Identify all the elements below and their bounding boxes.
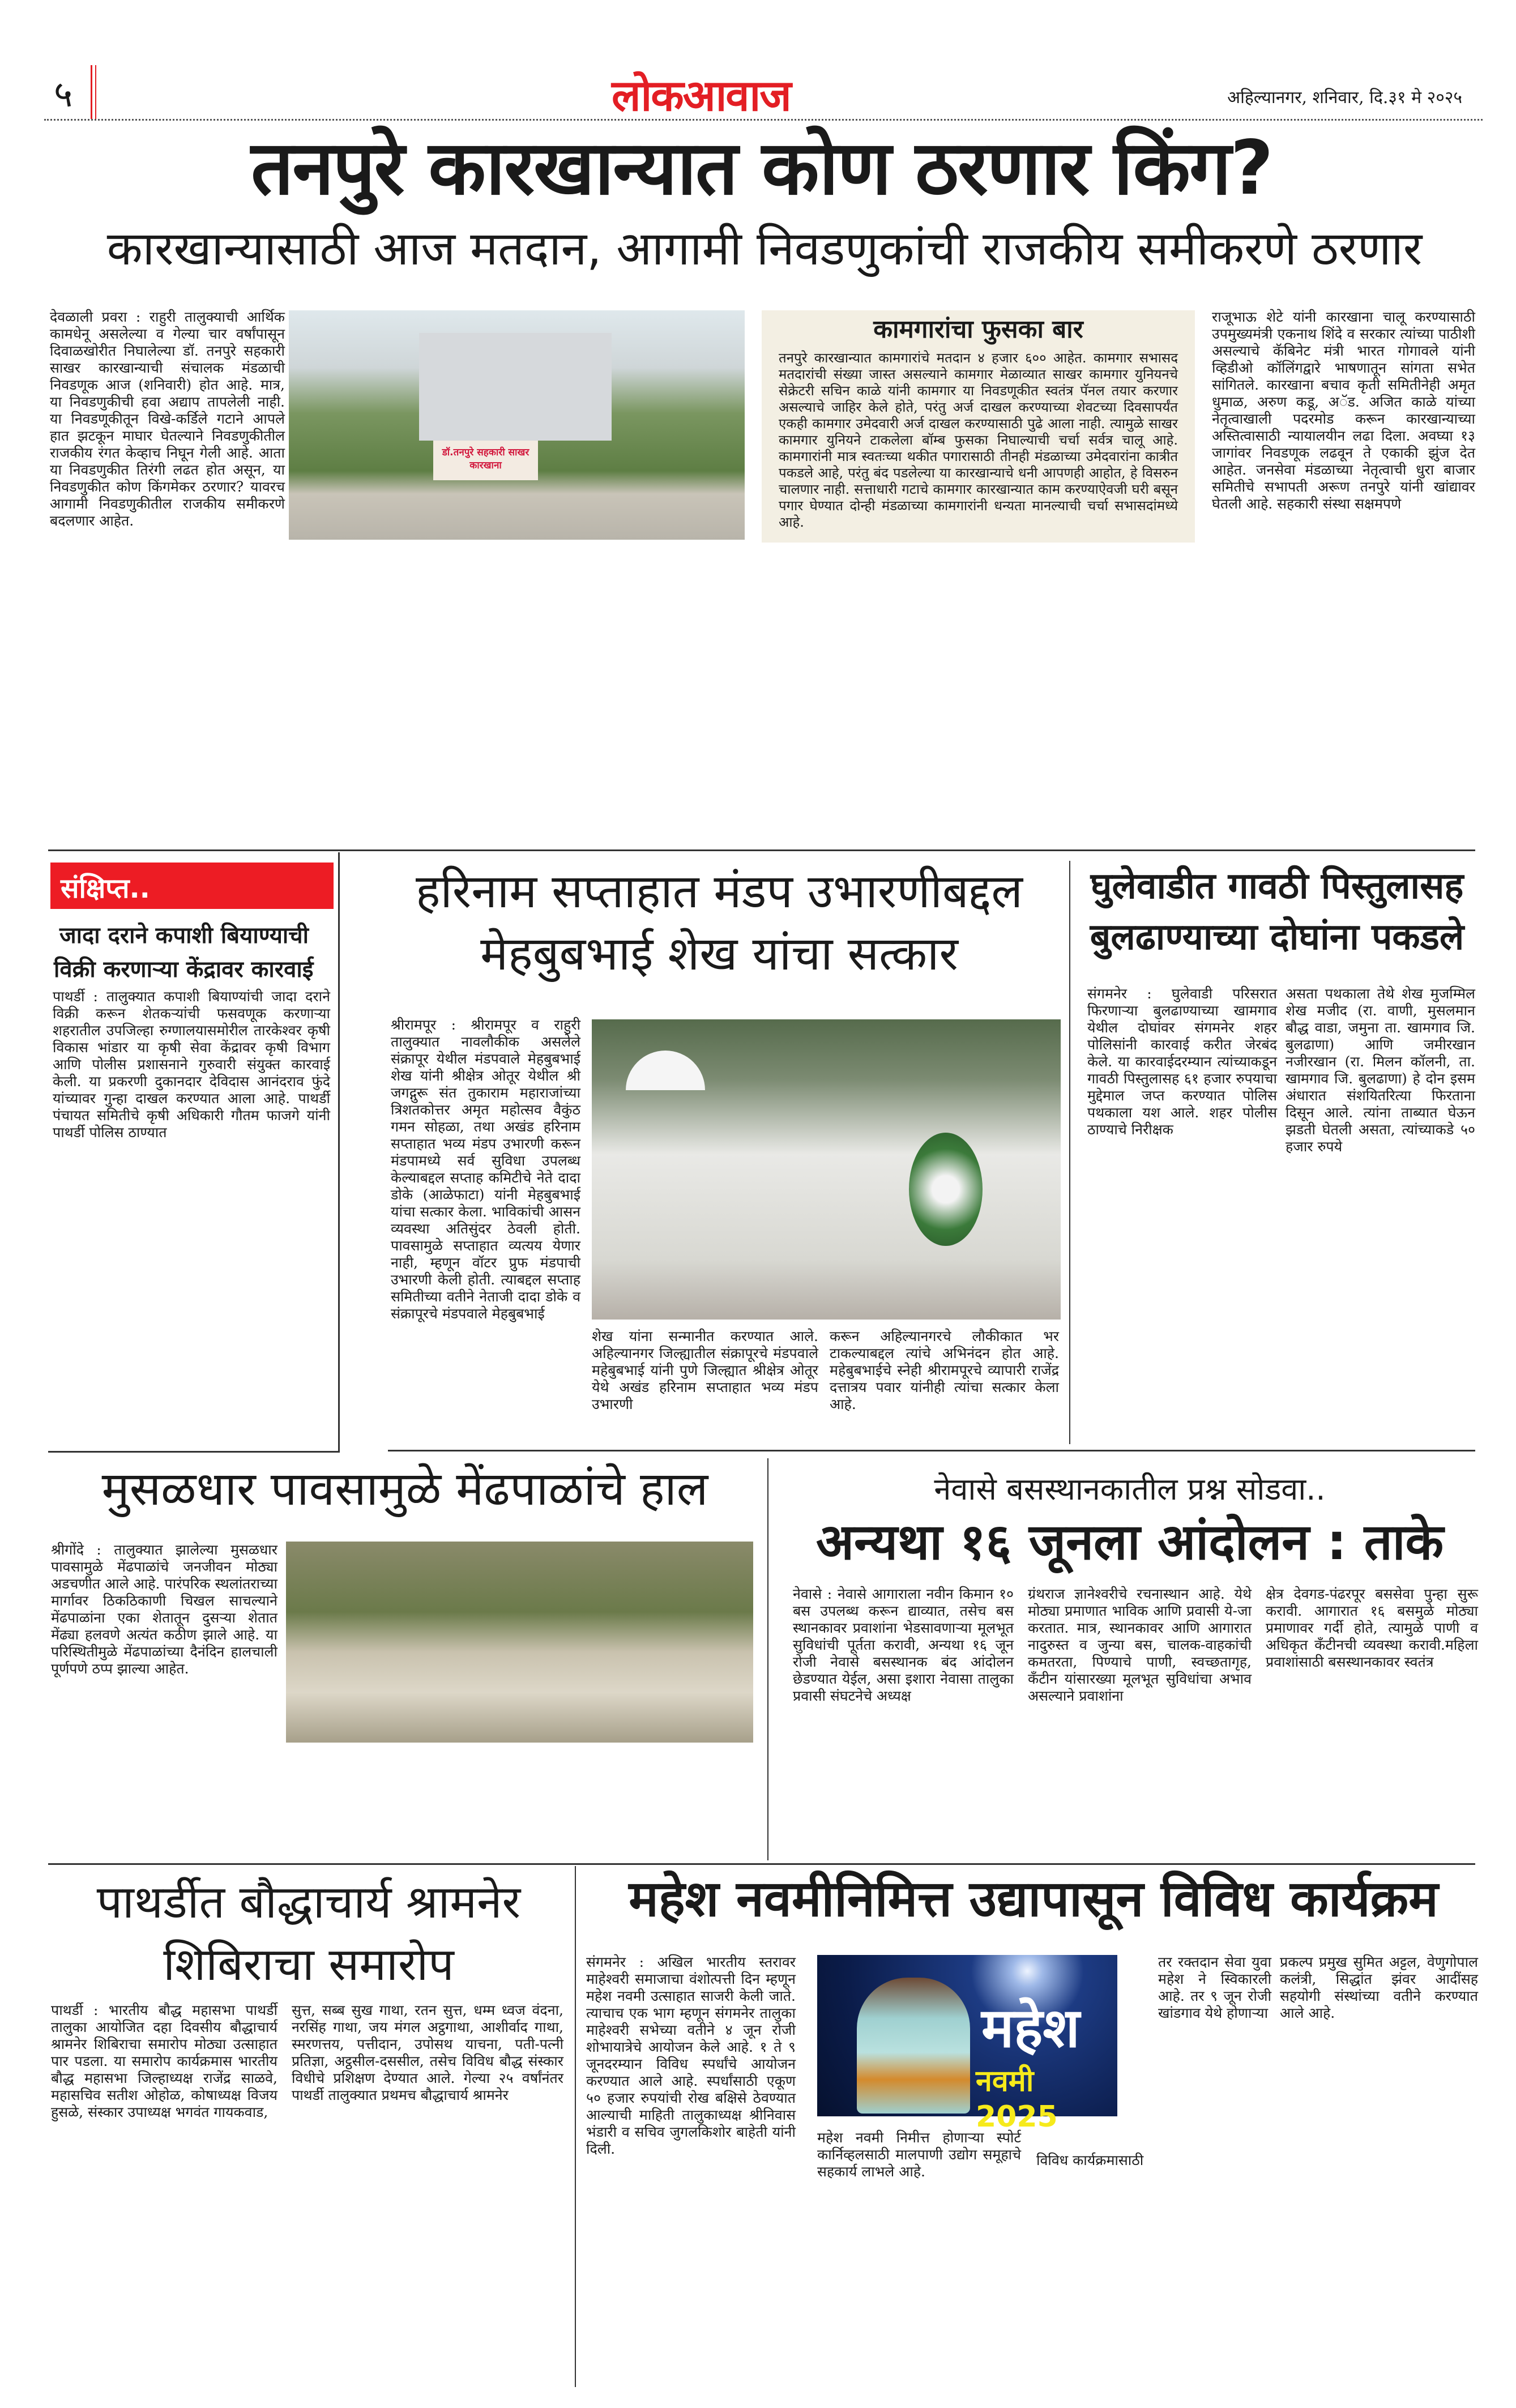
brief-headline-line2: विक्री करणाऱ्या केंद्रावर कारवाई bbox=[54, 957, 314, 983]
sugar-factory-photo bbox=[289, 310, 745, 540]
mahesh-column-4: तर रक्तदान सेवा युवा महेश ने स्विकारली आहे. तर ९ जून रोजी खांडगाव येथे होणाऱ्या bbox=[1158, 1954, 1271, 2021]
workers-box-title: कामगारांचा फुसका बार bbox=[873, 315, 1083, 344]
nevase-column-1: नेवासे : नेवासे आगाराला नवीन किमान १० बस उपलब्ध करून द्याव्यात, तसेच बस स्थानकावर प्रवाशांना भेडसावणाऱ्या मूलभूत सुविधांची पूर्तता करावी, अन्यथा १६ जून रोजी नेवासे बसस्थानक बंद आंदोलन छेडण्यात येईल, असा इशारा नेवासा तालुका प्रवासी संघटनेचे अध्यक्ष bbox=[793, 1586, 1014, 1704]
mahesh-navami-image bbox=[817, 1955, 1117, 2134]
mahesh-column-5: प्रकल्प प्रमुख सुमित अट्टल, वेणुगोपाल कलंत्री, सिद्धांत झंवर आदींसह सहयोगी संस्थांच्या वतीने करण्यात आले आहे. bbox=[1280, 1954, 1478, 2021]
dhulewadi-column-1: संगमनेर : घुलेवाडी परिसरात फिरणाऱ्या बुलढाण्याच्या खामगाव येथील दोघांवर संगमनेर शहर पोलिसांनी कारवाई करीत जेरबंद केले. या कारवाईदरम्यान त्यांच्याकडून गावठी पिस्तुलासह ६१ हजार रुपयाचा मुद्देमाल जप्त करण्यात पोलिस पथकाला यश आले. शहर पोलीस ठाण्याचे निरीक्षक bbox=[1087, 985, 1277, 1138]
mahesh-column-3: विविध कार्यक्रमासाठी bbox=[1036, 2152, 1144, 2168]
person-cap bbox=[626, 1051, 705, 1090]
page-number-divider bbox=[91, 65, 92, 119]
brief-label bbox=[50, 863, 334, 909]
page-number-divider-2 bbox=[95, 65, 96, 119]
workers-box-text: तनपुरे कारखान्यात कामगारांचे मतदान ४ हजार ६०० आहेत. कामगार सभासद मतदारांची संख्या जास्त असल्याने कामगार मेळाव्यात साखर कामगार युनियनचे सेक्रेटरी सचिन काळे यांनी कामगार या निवडणूकीत स्वतंत्र पॅनल तयार करणार असल्याचे जाहिर केले होते, परंतु अर्ज दाखल करण्याच्या शेवटच्या दिवसापर्यंत एकही कामगार उमेदवारी अर्ज दाखल करण्यासाठी पुढे आला नाही. त्यामुळे साखर कामगार युनियने टाकलेला बॉम्ब फुसका निघाल्याची चर्चा सर्वत्र चालू आहे. कामगारांनी मात्र स्वतःच्या थकीत पगारासाठी तीनही मंडळाच्या उमेदवारांना कात्रीत पकडले आहे, परंतु बंद पडलेल्या या कारखान्याचे धनी आपणही आहोत, हे विसरुन चालणार नाही. सत्ताधारी गटाचे कामगार कारखान्यात काम करण्याऐवजी घरी बसून पगार घेण्यात दोन्ही मंडळाच्या कामगारांनी धन्यता मानल्याची चर्चा सभासदांमध्ये आहे. bbox=[779, 350, 1178, 530]
mahesh-headline: महेश नवमीनिमित्त उद्यापासून विविध कार्यक्रम bbox=[629, 1869, 1438, 1928]
newspaper-logo: लोकआवाज bbox=[612, 70, 791, 121]
musaldhar-headline: मुसळधार पावसामुळे मेंढपाळांचे हाल bbox=[101, 1462, 708, 1516]
pathardi-column-1: पाथर्डी : भारतीय बौद्ध महासभा पाथर्डी तालुका आयोजित दहा दिवसीय बौद्धाचार्य श्रामनेर शिबिराचा समारोप मोठ्या उत्साहात पार पडला. या समारोप कार्यक्रमास भारतीय बौद्ध महासभा जिल्हाध्यक्ष राजेंद्र साळवे, महासचिव सतीश ओहोळ, कोषाध्यक्ष विजय हुसळे, संस्कार उपाध्यक्ष भगवंत गायकवाड, bbox=[51, 2002, 277, 2120]
column-divider-pathardi bbox=[575, 1866, 576, 2387]
brief-box bbox=[48, 852, 340, 1453]
pathardi-column-2: सुत्त, सब्ब सुख गाथा, रतन सुत्त, धम्म ध्वज वंदना, नरसिंह गाथा, जय मंगल अट्ठगाथा, आशीर्वाद गाथा, स्मरणत्तय, पत्तीदान, उपोसथ याचना, पती-पत्नी प्रतिज्ञा, अट्ठसील-दससील, तसेच विविध बौद्ध संस्कार विधीचे प्रशिक्षण देण्यात आले. गेल्या २५ वर्षांनंतर पाथर्डी तालुक्यात प्रथमच बौद्धाचार्य श्रामनेर bbox=[292, 2002, 563, 2103]
masthead-rule bbox=[44, 119, 1483, 121]
factory-sign: डॉ.तनपुरे सहकारी साखर कारखाना bbox=[433, 441, 538, 480]
pathardi-headline-line1: पाथर्डीत बौद्धाचार्य श्रामनेर bbox=[96, 1876, 521, 1928]
harinam-headline-line1: हरिनाम सप्ताहात मंडप उभारणीबद्दल bbox=[416, 865, 1023, 919]
brief-text: पाथर्डी : तालुक्यात कपाशी बियाण्यांची जादा दराने विक्री करून शेतकऱ्यांची फसवणूक करणाऱ्या शहरातील उपजिल्हा रुग्णालयासमोरील तारकेश्वर कृषी विकास भांडार या कृषी सेवा केंद्रावर कृषी विभाग आणि पोलीस प्रशासनाने गुरुवारी संयुक्त कारवाई केली. या प्रकरणी दुकानदार देविदास आनंदराव फुंदे यांच्यावर गुन्हा दाखल करण्यात आला आहे. पाथर्डी पंचायत समितीचे कृषी अधिकारी गौतम फाजगे यांनी पाथर्डी पोलिस ठाण्यात bbox=[53, 988, 330, 1141]
dhulewadi-headline-line2: बुलढाण्याच्या दोघांना पकडले bbox=[1090, 916, 1464, 958]
harinam-column-3: करून अहिल्यानगरचे लौकीकात भर टाकल्याबद्दल त्यांचे अभिनंदन होत आहे. महेबुबभाईचे स्नेही श्रीरामपूरचे व्यापारी राजेंद्र दत्तात्रय पवार यांनीही त्यांचा सत्कार केला आहे. bbox=[830, 1328, 1059, 1412]
mahesh-image-subtitle: नवमी 2025 bbox=[976, 2064, 1058, 2134]
section-divider-2 bbox=[388, 1450, 1475, 1451]
bouquet bbox=[909, 1133, 983, 1246]
mahesh-image-title: महेश bbox=[981, 1996, 1080, 2060]
lead-column-right: राजूभाऊ शेटे यांनी कारखाना चालू करण्यासाठी उपमुख्यमंत्री एकनाथ शिंदे व सरकार त्यांच्या पाठीशी असल्याचे कॅबिनेट मंत्री भारत गोगावले यांनी व्हिडीओ कॉलिंगद्वारे भाषणातून सांगता सभेत सांगितले. कारखाना बचाव कृती समितीनेही अमृत धुमाळ, अरुण कडू, अॅड. अजित काळे यांच्या नेतृत्वाखाली पदरमोड करून कारखान्याच्या अस्तित्वासाठी न्यायालयीन लढा दिला. अवघ्या १३ जागांवर निवडणूक लढवून ते एकाकी झुंज देत आहेत. जनसेवा मंडळाच्या नेतृत्वाची धुरा बाजार समितीचे सभापती अरूण तनपुरे यांनी खांद्यावर घेतली आहे. सहकारी संस्था सक्षमपणे bbox=[1212, 309, 1475, 512]
harinam-column-1: श्रीरामपूर : श्रीरामपूर व राहुरी तालुक्यात नावलौकीक असलेले संक्रापूर येथील मंडपवाले मेहबुबभाई शेख यांनी श्रीक्षेत्र ओतूर येथील श्री जगद्गुरू संत तुकाराम महाराजांच्या त्रिशतकोत्तर अमृत महोत्सव वैकुंठ गमन सोहळा, तथा अखंड हरिनाम सप्ताहात भव्य मंडप उभारणी करून मंडपामध्ये सर्व सुविधा उपलब्ध केल्याबद्दल सप्ताह कमिटीचे नेते दादा डोके (आळेफाटा) यांनी मेहबुबभाई यांचा सत्कार केला. भाविकांची आसन व्यवस्था अतिसुंदर ठेवली होती. पावसामुळे सप्ताहात व्यत्यय येणार नाही, म्हणून वॉटर प्रुफ मंडपाची उभारणी केली होती. त्याबद्दल सप्ताह समितीच्या वतीने नेताजी दादा डोके व संक्रापूरचे मंडपवाले मेहबुबभाई bbox=[391, 1017, 580, 1322]
felicitation-photo bbox=[592, 1019, 1061, 1320]
section-divider-3 bbox=[48, 1863, 1475, 1865]
brief-headline-line1: जादा दराने कपाशी बियाण्याची bbox=[59, 923, 309, 949]
column-divider-harinam bbox=[1069, 861, 1070, 1444]
dhulewadi-headline-line1: घुलेवाडीत गावठी पिस्तुलासह bbox=[1090, 865, 1464, 907]
section-divider-1 bbox=[48, 849, 1475, 851]
lead-column-1: देवळाली प्रवरा : राहुरी तालुक्याची आर्थिक कामधेनू असलेल्या व गेल्या चार वर्षांपासून दिवाळखोरीत निघालेल्या डॉ. तनपुरे सहकारी साखर कारखान्याची संचालक मंडळाची निवडणूक आज (शनिवारी) होत आहे. मात्र, या निवडणुकीची हवा अद्याप तापलेली नाही. या निवडणूकीतून विखे-कर्डिले गटाने आपले हात झटकून माघार घेतल्याने निवडणुकीतील राजकीय रंगत केव्हाच निघून गेली आहे. आता या निवडणुकीत तिरंगी लढत होत असून, या निवडणुकीत कोण किंगमेकर ठरणार? यावरच आगामी निवडणुकीतील राजकीय समीकरणे बदलणार आहेत. bbox=[50, 309, 285, 529]
dhulewadi-column-2: असता पथकाला तेथे शेख मुजम्मिल शेख मजीद (रा. वाणी, मुसलमान बौद्ध वाडा, जमुना ता. खामगाव जि. बुलढाणा) आणि जमीरखान नजीरखान (रा. मिलन कॉलनी, ता. खामगाव जि. बुलढाणा) हे दोन इसम अंधारात संशयितरित्या फिरताना दिसून आले. त्यांना ताब्यात घेऊन झडती घेतली असता, त्यांच्याकडे ५० हजार रुपये bbox=[1286, 985, 1475, 1155]
lead-headline: तनपुरे कारखान्यात कोण ठरणार किंग? bbox=[251, 125, 1272, 212]
harinam-headline-line2: मेहबुबभाई शेख यांचा सत्कार bbox=[480, 927, 958, 981]
nevase-column-3: क्षेत्र देवगड-पंढरपूर बससेवा पुन्हा सुरू करावी. आगारात १६ बसमुळे मोठ्या प्रमाणावर गर्दी होते, त्यामुळे पाणी व अधिकृत कॅंटीनची व्यवस्था करावी.महिला प्रवाशांसाठी बसस्थानकावर स्वतंत्र bbox=[1266, 1586, 1478, 1670]
musaldhar-column-1: श्रीगोंदे : तालुक्यात झालेल्या मुसळधार पावसामुळे मेंढपाळांचे जनजीवन मोठ्या अडचणीत आले आहे. पारंपरिक स्थलांतराच्या मार्गावर ठिकठिकाणी चिखल साचल्याने मेंढपाळांना एका शेतातून दुसऱ्या शेतात मेंढ्या हलवणे अत्यंत कठीण झाले आहे. या परिस्थितीमुळे मेंढपाळांच्या दैनंदिन हालचाली पूर्णपणे ठप्प झाल्या आहेत. bbox=[51, 1542, 277, 1677]
workers-box bbox=[762, 310, 1195, 543]
harinam-column-2: शेख यांना सन्मानीत करण्यात आले. अहिल्यानगर जिल्ह्यातील संक्रापूरचे मंडपवाले महेबुबभाई यांनी पुणे जिल्ह्यात श्रीक्षेत्र ओतूर येथे अखंड हरिनाम सप्ताहात भव्य मंडप उभारणी bbox=[592, 1328, 818, 1412]
dateline: अहिल्यानगर, शनिवार, दि.३१ मे २०२५ bbox=[1227, 88, 1462, 108]
nevase-column-2: ग्रंथराज ज्ञानेश्वरीचे रचनास्थान आहे. येथे मोठ्या प्रमाणात भाविक आणि प्रवासी ये-जा करतात. मात्र, स्थानकावर आणि आगारात नादुरुस्त व जुन्या बस, चालक-वाहकांची कमतरता, पिण्याचे पाणी, स्वच्छतागृह, कॅंटीन यांसारख्या मूलभूत सुविधांचा अभाव असल्याने प्रवाशांना bbox=[1028, 1586, 1252, 1704]
pathardi-headline-line2: शिबिराचा समारोप bbox=[163, 1938, 454, 1991]
brief-label-text: संक्षिप्त.. bbox=[61, 873, 150, 904]
nevase-headline: अन्यथा १६ जूनला आंदोलन : ताके bbox=[815, 1513, 1444, 1571]
lead-subheadline: कारखान्यासाठी आज मतदान, आगामी निवडणुकांची राजकीय समीकरणे ठरणार bbox=[106, 222, 1423, 276]
factory-building bbox=[419, 333, 612, 441]
deity-figure bbox=[857, 1978, 970, 2114]
column-divider-musaldhar bbox=[767, 1458, 768, 1860]
nevase-kicker: नेवासे बसस्थानकातील प्रश्न सोडवा.. bbox=[934, 1471, 1326, 1507]
page-number: ५ bbox=[54, 74, 73, 116]
mahesh-column-1: संगमनेर : अखिल भारतीय स्तरावर माहेश्वरी समाजाचा वंशोत्पत्ती दिन म्हणून महेश नवमी उत्साहात साजरी केली जाते. त्याचाच एक भाग म्हणून संगमनेर तालुका माहेश्वरी सभेच्या वतीने ४ जून रोजी शोभायात्रेचे आयोजन केले आहे. १ ते ९ जूनदरम्यान विविध स्पर्धांचे आयोजन करण्यात आले आहे. स्पर्धांसाठी एकूण ५० हजार रुपयांची रोख बक्षिसे ठेवण्यात आल्याची माहिती तालुकाध्यक्ष श्रीनिवास भंडारी व सचिव जुगलकिशोर बाहेती यांनी दिली. bbox=[586, 1954, 796, 2157]
sheep-flock-photo bbox=[286, 1542, 753, 1743]
mahesh-column-2: महेश नवमी निमीत्त होणाऱ्या स्पोर्ट कार्निव्हलसाठी मालपाणी उद्योग समूहाचे सहकार्य लाभले आहे. bbox=[817, 2129, 1021, 2180]
